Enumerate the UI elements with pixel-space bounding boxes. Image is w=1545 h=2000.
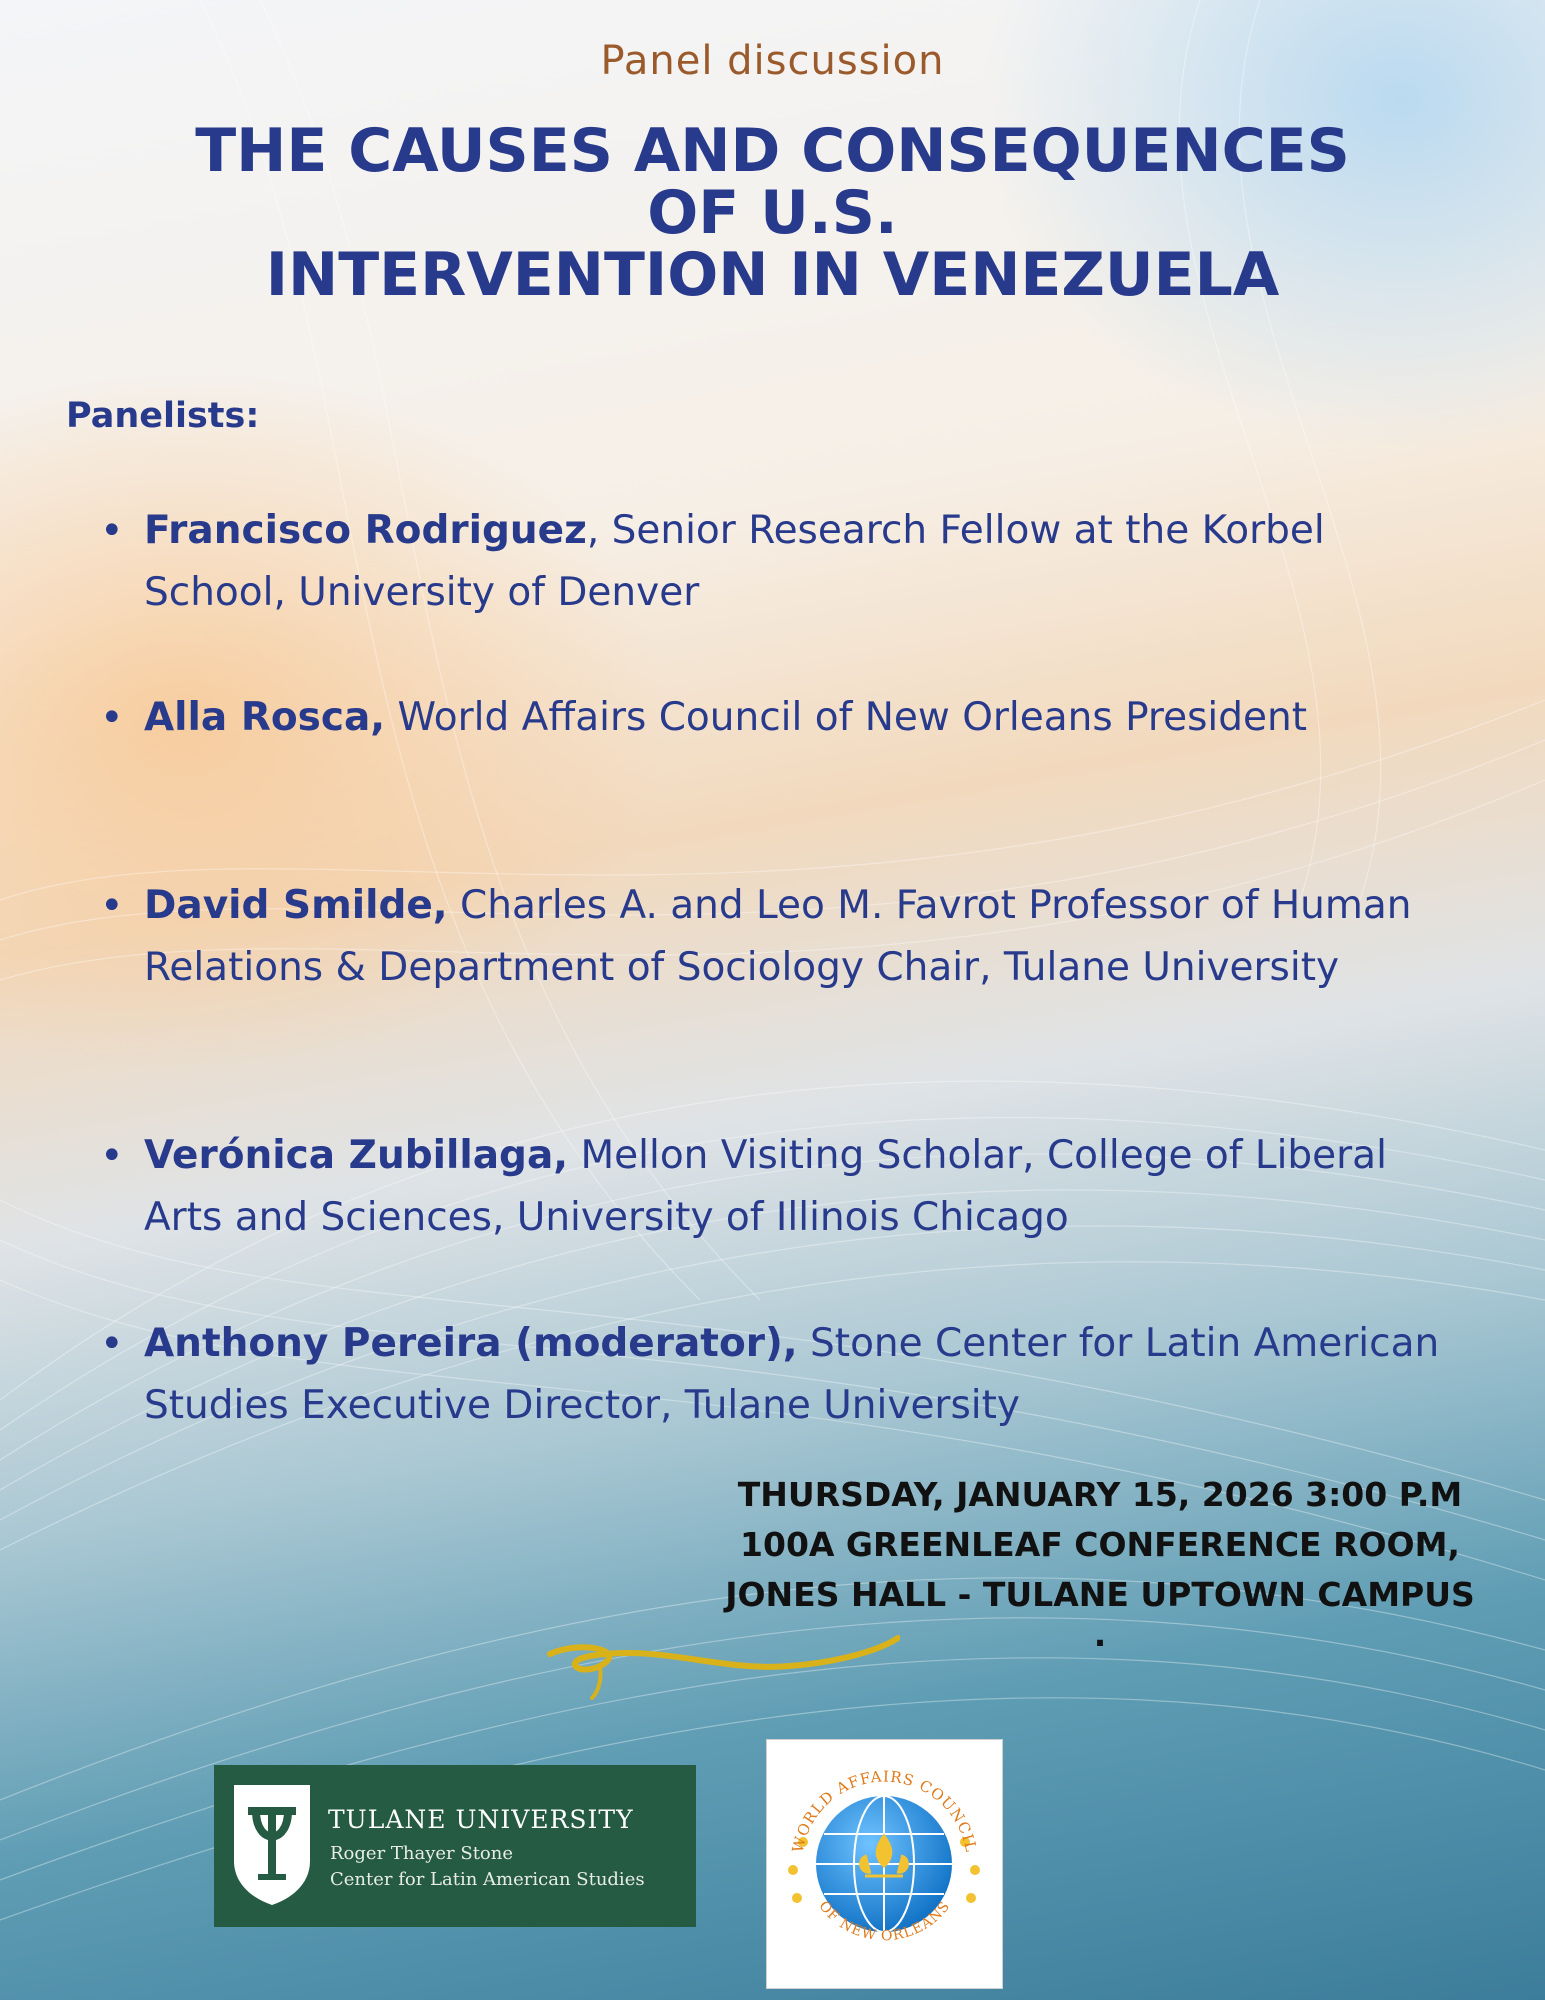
event-type-subtitle: Panel discussion [600,38,945,84]
panelist-name: Verónica Zubillaga, [144,1133,569,1178]
panelist-description: Stone Center for Latin American Studies Executive Director, Tulane University [144,1321,1440,1428]
bullet-icon: • [100,1321,124,1367]
panelist-name: David Smilde, [144,883,448,928]
panelists-heading: Panelists: [66,396,260,436]
bullet-icon: • [100,1133,124,1179]
trailing-dot: . [1093,1615,1107,1654]
panelist-item [100,1125,1474,1249]
panelist-description: , Senior Research Fellow at the Korbel School, University of Denver [144,508,1325,615]
tulane-name: TULANE UNIVERSITY [328,1805,634,1834]
gold-swash-decoration [540,1632,900,1702]
event-details [680,1470,1520,1654]
tulane-shield-icon [230,1781,314,1909]
wac-top-text: WORLD AFFAIRS COUNCIL [788,1767,981,1855]
title-line-3: INTERVENTION IN VENEZUELA [265,240,1280,310]
world-affairs-council-logo [766,1739,1003,1989]
panelist-name: Alla Rosca, [144,695,386,740]
title-line-1: THE CAUSES AND CONSEQUENCES [195,116,1350,186]
panelist-item [100,500,1474,624]
event-room: 100A GREENLEAF CONFERENCE ROOM, [740,1525,1460,1564]
panelist-name: Francisco Rodriguez [144,508,587,553]
wac-bottom-text: OF NEW ORLEANS [815,1898,954,1945]
panelist-item [100,687,1474,749]
tulane-center-line-1: Roger Thayer Stone [330,1843,514,1864]
event-building: JONES HALL - TULANE UPTOWN CAMPUS [725,1575,1475,1614]
panelist-description: Charles A. and Leo M. Favrot Professor of Human Relations & Department of Sociology Chair, Tulane University [144,883,1412,990]
tulane-stone-center-logo [214,1765,696,1927]
panelist-description: Mellon Visiting Scholar, College of Liberal Arts and Sciences, University of Illinois Chicago [144,1133,1387,1240]
event-date-time: THURSDAY, JANUARY 15, 2026 3:00 P.M [737,1475,1463,1514]
panelist-item [100,1313,1474,1437]
title-line-2: OF U.S. [647,178,898,248]
bullet-icon: • [100,695,124,741]
bullet-icon: • [100,508,124,554]
tulane-center-line-2: Center for Latin American Studies [330,1869,645,1890]
panelist-description: World Affairs Council of New Orleans President [385,695,1307,740]
event-title [60,116,1485,310]
panelist-name: Anthony Pereira (moderator), [144,1321,798,1366]
panelist-item [100,875,1474,999]
bullet-icon: • [100,883,124,929]
wac-emblem-icon [767,1740,1002,1988]
